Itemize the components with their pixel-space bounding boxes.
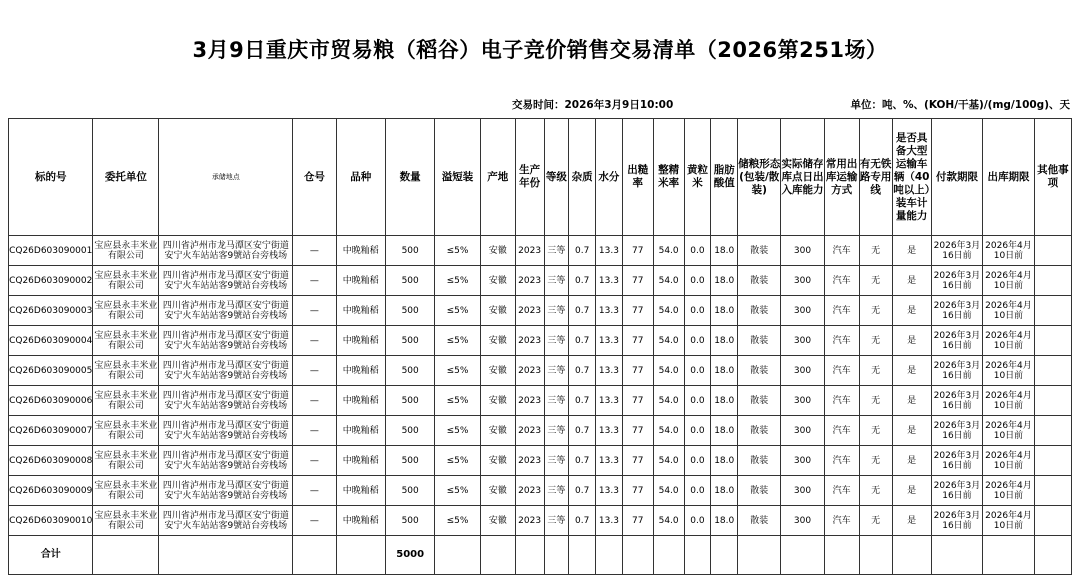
fatty-acid-cell: 18.0 [711,506,738,536]
moisture-cell: 13.3 [596,506,623,536]
warehouse-cell: — [293,386,336,416]
transport-cell: 汽车 [824,326,859,356]
storage-form-cell: 散装 [738,356,781,386]
payment-cell: 2026年3月16日前 [931,386,983,416]
qty-cell: 500 [385,506,434,536]
impurity-cell: 0.7 [569,386,596,416]
grade-cell: 三等 [544,506,569,536]
grade-cell: 三等 [544,416,569,446]
warehouse-cell: — [293,356,336,386]
yellow-rice-cell: 0.0 [684,326,711,356]
yellow-rice-cell: 0.0 [684,266,711,296]
impurity-cell: 0.7 [569,506,596,536]
truck-cell: 是 [892,416,931,446]
railway-cell: 无 [859,296,892,326]
page-title: 3月9日重庆市贸易粮（稻谷）电子竞价销售交易清单（2026第251场） [192,38,888,62]
col-header-impurity: 杂质 [569,119,596,236]
storage-form-cell: 散装 [738,326,781,356]
lot-cell: CQ26D603090004 [9,326,93,356]
other-cell [1034,476,1071,506]
trade-time: 交易时间：2026年3月9日10:00 [512,99,674,111]
delivery-cell: 2026年4月10日前 [983,446,1035,476]
location-cell: 四川省泸州市龙马潭区安宁街道安宁火车站站客9號站台旁栈场 [159,416,293,446]
delivery-cell: 2026年4月10日前 [983,386,1035,416]
yellow-rice-cell: 0.0 [684,506,711,536]
consignor-cell: 宝应县永丰米业有限公司 [93,506,159,536]
payment-cell: 2026年3月16日前 [931,476,983,506]
location-cell: 四川省泸州市龙马潭区安宁街道安宁火车站站客9號站台旁栈场 [159,356,293,386]
moisture-cell: 13.3 [596,476,623,506]
fatty-acid-cell: 18.0 [711,386,738,416]
table-row [9,506,1072,536]
railway-cell: 无 [859,236,892,266]
col-header-variety: 品种 [336,119,385,236]
railway-cell: 无 [859,506,892,536]
head-rice-cell: 54.0 [653,356,684,386]
fatty-acid-cell: 18.0 [711,296,738,326]
capacity-cell: 300 [781,236,824,266]
transport-cell: 汽车 [824,296,859,326]
col-header-transport: 常用出库运输方式 [824,119,859,236]
moisture-cell: 13.3 [596,296,623,326]
consignor-cell: 宝应县永丰米业有限公司 [93,236,159,266]
impurity-cell: 0.7 [569,356,596,386]
year-cell: 2023 [515,236,544,266]
brown-rate-cell: 77 [622,506,653,536]
transport-cell: 汽车 [824,386,859,416]
tolerance-cell: ≤5% [435,296,480,326]
origin-cell: 安徽 [480,416,515,446]
delivery-cell: 2026年4月10日前 [983,476,1035,506]
year-cell: 2023 [515,506,544,536]
qty-cell: 500 [385,446,434,476]
railway-cell: 无 [859,386,892,416]
location-cell: 四川省泸州市龙马潭区安宁街道安宁火车站站客9號站台旁栈场 [159,296,293,326]
yellow-rice-cell: 0.0 [684,236,711,266]
head-rice-cell: 54.0 [653,386,684,416]
capacity-cell: 300 [781,476,824,506]
payment-cell: 2026年3月16日前 [931,326,983,356]
consignor-cell: 宝应县永丰米业有限公司 [93,356,159,386]
lot-cell: CQ26D603090008 [9,446,93,476]
brown-rate-cell: 77 [622,386,653,416]
storage-form-cell: 散装 [738,236,781,266]
warehouse-cell: — [293,506,336,536]
fatty-acid-cell: 18.0 [711,416,738,446]
truck-cell: 是 [892,326,931,356]
railway-cell: 无 [859,266,892,296]
warehouse-cell: — [293,236,336,266]
capacity-cell: 300 [781,416,824,446]
head-rice-cell: 54.0 [653,446,684,476]
payment-cell: 2026年3月16日前 [931,356,983,386]
col-header-delivery: 出库期限 [983,119,1035,236]
capacity-cell: 300 [781,356,824,386]
truck-cell: 是 [892,446,931,476]
brown-rate-cell: 77 [622,356,653,386]
qty-cell: 500 [385,356,434,386]
tolerance-cell: ≤5% [435,506,480,536]
variety-cell: 中晚籼稻 [336,296,385,326]
year-cell: 2023 [515,416,544,446]
consignor-cell: 宝应县永丰米业有限公司 [93,446,159,476]
capacity-cell: 300 [781,386,824,416]
yellow-rice-cell: 0.0 [684,446,711,476]
tolerance-cell: ≤5% [435,326,480,356]
railway-cell: 无 [859,446,892,476]
other-cell [1034,326,1071,356]
consignor-cell: 宝应县永丰米业有限公司 [93,326,159,356]
qty-cell: 500 [385,296,434,326]
table-row [9,236,1072,266]
capacity-cell: 300 [781,326,824,356]
table-body [9,236,1072,536]
head-rice-cell: 54.0 [653,326,684,356]
origin-cell: 安徽 [480,356,515,386]
variety-cell: 中晚籼稻 [336,356,385,386]
col-header-qty: 数量 [385,119,434,236]
grade-cell: 三等 [544,446,569,476]
warehouse-cell: — [293,446,336,476]
other-cell [1034,296,1071,326]
year-cell: 2023 [515,266,544,296]
consignor-cell: 宝应县永丰米业有限公司 [93,416,159,446]
delivery-cell: 2026年4月10日前 [983,356,1035,386]
col-header-payment: 付款期限 [931,119,983,236]
impurity-cell: 0.7 [569,326,596,356]
moisture-cell: 13.3 [596,446,623,476]
impurity-cell: 0.7 [569,416,596,446]
storage-form-cell: 散装 [738,266,781,296]
location-cell: 四川省泸州市龙马潭区安宁街道安宁火车站站客9號站台旁栈场 [159,266,293,296]
col-header-location: 承储地点 [159,119,293,236]
tolerance-cell: ≤5% [435,386,480,416]
col-header-storage-form: 储粮形态(包装/散装) [738,119,781,236]
col-header-moisture: 水分 [596,119,623,236]
grade-cell: 三等 [544,326,569,356]
truck-cell: 是 [892,296,931,326]
payment-cell: 2026年3月16日前 [931,416,983,446]
lot-cell: CQ26D603090003 [9,296,93,326]
truck-cell: 是 [892,386,931,416]
payment-cell: 2026年3月16日前 [931,236,983,266]
delivery-cell: 2026年4月10日前 [983,266,1035,296]
trade-table [8,118,1072,575]
col-header-consignor: 委托单位 [93,119,159,236]
tolerance-cell: ≤5% [435,266,480,296]
truck-cell: 是 [892,266,931,296]
other-cell [1034,356,1071,386]
head-rice-cell: 54.0 [653,416,684,446]
unit-note: 单位：吨、%、(KOH/干基)/(mg/100g)、天 [850,99,1070,111]
truck-cell: 是 [892,356,931,386]
grade-cell: 三等 [544,356,569,386]
lot-cell: CQ26D603090002 [9,266,93,296]
railway-cell: 无 [859,416,892,446]
delivery-cell: 2026年4月10日前 [983,236,1035,266]
qty-cell: 500 [385,236,434,266]
capacity-cell: 300 [781,296,824,326]
storage-form-cell: 散装 [738,476,781,506]
moisture-cell: 13.3 [596,236,623,266]
table-row [9,296,1072,326]
transport-cell: 汽车 [824,506,859,536]
moisture-cell: 13.3 [596,386,623,416]
origin-cell: 安徽 [480,386,515,416]
brown-rate-cell: 77 [622,326,653,356]
yellow-rice-cell: 0.0 [684,356,711,386]
qty-cell: 500 [385,266,434,296]
yellow-rice-cell: 0.0 [684,386,711,416]
tolerance-cell: ≤5% [435,446,480,476]
impurity-cell: 0.7 [569,476,596,506]
origin-cell: 安徽 [480,236,515,266]
head-rice-cell: 54.0 [653,236,684,266]
variety-cell: 中晚籼稻 [336,386,385,416]
col-header-grade: 等级 [544,119,569,236]
payment-cell: 2026年3月16日前 [931,446,983,476]
fatty-acid-cell: 18.0 [711,476,738,506]
origin-cell: 安徽 [480,266,515,296]
qty-cell: 500 [385,416,434,446]
variety-cell: 中晚籼稻 [336,236,385,266]
col-header-year: 生产年份 [515,119,544,236]
table-row [9,386,1072,416]
col-header-warehouse: 仓号 [293,119,336,236]
fatty-acid-cell: 18.0 [711,326,738,356]
lot-cell: CQ26D603090007 [9,416,93,446]
table-row [9,356,1072,386]
origin-cell: 安徽 [480,446,515,476]
location-cell: 四川省泸州市龙马潭区安宁街道安宁火车站站客9號站台旁栈场 [159,476,293,506]
warehouse-cell: — [293,476,336,506]
other-cell [1034,236,1071,266]
origin-cell: 安徽 [480,326,515,356]
year-cell: 2023 [515,296,544,326]
tolerance-cell: ≤5% [435,356,480,386]
delivery-cell: 2026年4月10日前 [983,296,1035,326]
grade-cell: 三等 [544,386,569,416]
lot-cell: CQ26D603090005 [9,356,93,386]
lot-cell: CQ26D603090010 [9,506,93,536]
col-header-railway: 有无铁路专用线 [859,119,892,236]
qty-cell: 500 [385,386,434,416]
impurity-cell: 0.7 [569,266,596,296]
col-header-head-rice: 整精米率 [653,119,684,236]
transport-cell: 汽车 [824,416,859,446]
location-cell: 四川省泸州市龙马潭区安宁街道安宁火车站站客9號站台旁栈场 [159,236,293,266]
tolerance-cell: ≤5% [435,476,480,506]
storage-form-cell: 散装 [738,506,781,536]
col-header-lot: 标的号 [9,119,93,236]
impurity-cell: 0.7 [569,236,596,266]
year-cell: 2023 [515,446,544,476]
location-cell: 四川省泸州市龙马潭区安宁街道安宁火车站站客9號站台旁栈场 [159,326,293,356]
other-cell [1034,416,1071,446]
grade-cell: 三等 [544,266,569,296]
consignor-cell: 宝应县永丰米业有限公司 [93,296,159,326]
moisture-cell: 13.3 [596,266,623,296]
railway-cell: 无 [859,326,892,356]
grade-cell: 三等 [544,476,569,506]
tolerance-cell: ≤5% [435,416,480,446]
yellow-rice-cell: 0.0 [684,476,711,506]
table-row [9,446,1072,476]
year-cell: 2023 [515,356,544,386]
storage-form-cell: 散装 [738,416,781,446]
brown-rate-cell: 77 [622,236,653,266]
col-header-tolerance: 溢短装 [435,119,480,236]
transport-cell: 汽车 [824,236,859,266]
origin-cell: 安徽 [480,506,515,536]
consignor-cell: 宝应县永丰米业有限公司 [93,476,159,506]
table-row [9,266,1072,296]
qty-cell: 500 [385,476,434,506]
grade-cell: 三等 [544,236,569,266]
grade-cell: 三等 [544,296,569,326]
brown-rate-cell: 77 [622,446,653,476]
capacity-cell: 300 [781,266,824,296]
location-cell: 四川省泸州市龙马潭区安宁街道安宁火车站站客9號站台旁栈场 [159,386,293,416]
storage-form-cell: 散装 [738,386,781,416]
col-header-brown-rate: 出糙率 [622,119,653,236]
table-row [9,416,1072,446]
transport-cell: 汽车 [824,476,859,506]
consignor-cell: 宝应县永丰米业有限公司 [93,386,159,416]
location-cell: 四川省泸州市龙马潭区安宁街道安宁火车站站客9號站台旁栈场 [159,506,293,536]
head-rice-cell: 54.0 [653,266,684,296]
head-rice-cell: 54.0 [653,296,684,326]
other-cell [1034,506,1071,536]
total-label: 合计 [9,536,93,575]
lot-cell: CQ26D603090009 [9,476,93,506]
railway-cell: 无 [859,356,892,386]
consignor-cell: 宝应县永丰米业有限公司 [93,266,159,296]
variety-cell: 中晚籼稻 [336,506,385,536]
table-row [9,476,1072,506]
transport-cell: 汽车 [824,356,859,386]
fatty-acid-cell: 18.0 [711,236,738,266]
brown-rate-cell: 77 [622,476,653,506]
col-header-other: 其他事项 [1034,119,1071,236]
lot-cell: CQ26D603090001 [9,236,93,266]
origin-cell: 安徽 [480,476,515,506]
col-header-yellow-rice: 黄粒米 [684,119,711,236]
delivery-cell: 2026年4月10日前 [983,326,1035,356]
col-header-origin: 产地 [480,119,515,236]
tolerance-cell: ≤5% [435,236,480,266]
lot-cell: CQ26D603090006 [9,386,93,416]
moisture-cell: 13.3 [596,326,623,356]
total-qty: 5000 [385,536,434,575]
brown-rate-cell: 77 [622,296,653,326]
warehouse-cell: — [293,416,336,446]
other-cell [1034,386,1071,416]
delivery-cell: 2026年4月10日前 [983,416,1035,446]
location-cell: 四川省泸州市龙马潭区安宁街道安宁火车站站客9號站台旁栈场 [159,446,293,476]
head-rice-cell: 54.0 [653,506,684,536]
capacity-cell: 300 [781,446,824,476]
transport-cell: 汽车 [824,266,859,296]
truck-cell: 是 [892,236,931,266]
table-row [9,326,1072,356]
table-header-row [9,119,1072,236]
brown-rate-cell: 77 [622,416,653,446]
variety-cell: 中晚籼稻 [336,416,385,446]
impurity-cell: 0.7 [569,296,596,326]
col-header-fatty-acid: 脂肪酸值 [711,119,738,236]
transport-cell: 汽车 [824,446,859,476]
other-cell [1034,446,1071,476]
variety-cell: 中晚籼稻 [336,476,385,506]
moisture-cell: 13.3 [596,356,623,386]
payment-cell: 2026年3月16日前 [931,506,983,536]
head-rice-cell: 54.0 [653,476,684,506]
moisture-cell: 13.3 [596,416,623,446]
delivery-cell: 2026年4月10日前 [983,506,1035,536]
col-header-capacity: 实际储存库点日出入库能力 [781,119,824,236]
capacity-cell: 300 [781,506,824,536]
col-header-truck: 是否具备大型运输车辆（40吨以上）装车计量能力 [892,119,931,236]
variety-cell: 中晚籼稻 [336,446,385,476]
payment-cell: 2026年3月16日前 [931,266,983,296]
fatty-acid-cell: 18.0 [711,446,738,476]
variety-cell: 中晚籼稻 [336,326,385,356]
fatty-acid-cell: 18.0 [711,266,738,296]
year-cell: 2023 [515,386,544,416]
fatty-acid-cell: 18.0 [711,356,738,386]
yellow-rice-cell: 0.0 [684,296,711,326]
storage-form-cell: 散装 [738,296,781,326]
warehouse-cell: — [293,326,336,356]
variety-cell: 中晚籼稻 [336,266,385,296]
truck-cell: 是 [892,506,931,536]
storage-form-cell: 散装 [738,446,781,476]
railway-cell: 无 [859,476,892,506]
warehouse-cell: — [293,266,336,296]
yellow-rice-cell: 0.0 [684,416,711,446]
total-row [9,536,1072,575]
qty-cell: 500 [385,326,434,356]
brown-rate-cell: 77 [622,266,653,296]
payment-cell: 2026年3月16日前 [931,296,983,326]
year-cell: 2023 [515,326,544,356]
other-cell [1034,266,1071,296]
year-cell: 2023 [515,476,544,506]
origin-cell: 安徽 [480,296,515,326]
warehouse-cell: — [293,296,336,326]
truck-cell: 是 [892,476,931,506]
impurity-cell: 0.7 [569,446,596,476]
